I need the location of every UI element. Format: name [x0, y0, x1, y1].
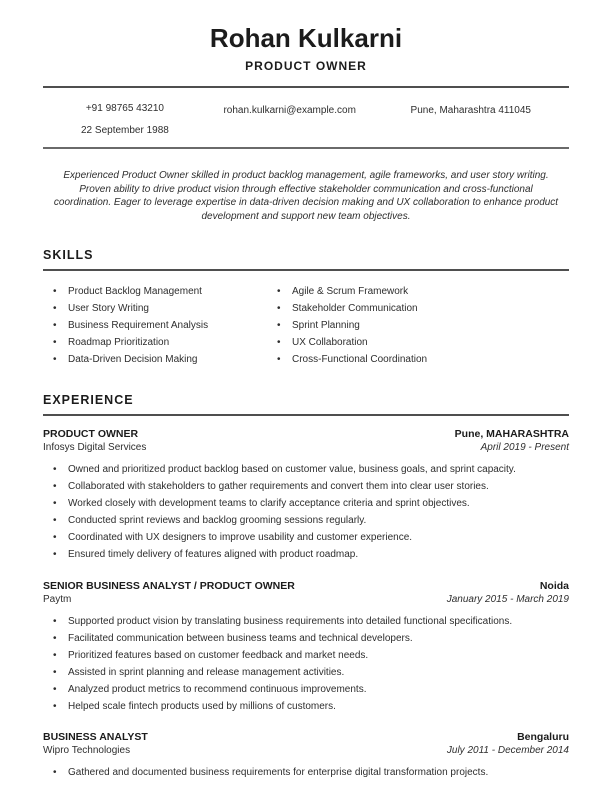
skill-item: • Cross-Functional Coordination [277, 351, 427, 368]
job-entry [43, 579, 569, 714]
job-bullet: • Supported product vision by translating business requirements into detailed functional specifications. [53, 616, 569, 629]
job-bullet: • Analyzed product metrics to recommend continuous improvements. [53, 684, 569, 697]
job-title: PRODUCT OWNER [43, 428, 139, 440]
job-bullet: • Coordinated with UX designers to improve usability and customer experience. [53, 532, 569, 545]
skill-item: • Agile & Scrum Framework [277, 283, 427, 300]
contact-phone-dob [81, 98, 169, 142]
job-dates: January 2015 - March 2019 [446, 593, 569, 605]
person-job-title: PRODUCT OWNER [245, 59, 367, 73]
skills-heading: SKILLS [43, 248, 569, 271]
job-title-row [43, 579, 569, 593]
birthdate: 22 September 1988 [81, 125, 169, 136]
job-bullet: • Owned and prioritized product backlog based on customer value, business goals, and sprint capacity. [53, 464, 569, 477]
job-title-row [43, 730, 569, 744]
skill-item: • Product Backlog Management [53, 283, 277, 300]
skills-column-left [53, 283, 277, 368]
job-company: Paytm [43, 593, 72, 605]
job-location: Bengaluru [517, 731, 569, 743]
skills-list [43, 283, 569, 368]
professional-summary: Experienced Product Owner skilled in product backlog management, agile frameworks, and user story writing. Proven ability to drive product vision through effective stakeholder communication and cross-functional coordination. Eager to leverage expertise in data-driven decision making and UX collaboration to enhance product development and support new team objectives. [53, 170, 559, 222]
job-company: Wipro Technologies [43, 745, 131, 756]
job-bullet: • Prioritized features based on customer feedback and market needs. [53, 650, 569, 663]
job-bullet: • Assisted in sprint planning and release management activities. [53, 667, 569, 680]
job-location: Noida [539, 579, 569, 592]
job-bullet: • Facilitated communication between business teams and technical developers. [53, 633, 569, 646]
skill-item: • Data-Driven Decision Making [53, 351, 277, 368]
skill-item: • User Story Writing [53, 300, 277, 317]
job-bullet-list [53, 616, 569, 714]
job-bullet: • Ensured timely delivery of features aligned with product roadmap. [53, 549, 569, 562]
job-bullet-list [53, 464, 569, 562]
job-title: BUSINESS ANALYST [43, 731, 148, 743]
job-dates: July 2011 - December 2014 [446, 745, 569, 756]
contact-section [43, 86, 569, 149]
email-address: rohan.kulkarni@example.com [223, 105, 356, 116]
job-bullet: • Collaborated with stakeholders to gather requirements and convert them into clear user stories. [53, 481, 569, 494]
skill-item: • Roadmap Prioritization [53, 334, 277, 351]
job-bullet: • Worked closely with development teams to clarify acceptance criteria and sprint objectives. [53, 498, 569, 511]
experience-heading: EXPERIENCE [43, 393, 569, 416]
job-company-row [43, 441, 569, 455]
job-bullet-list [53, 767, 569, 780]
job-location: Pune, MAHARASHTRA [454, 428, 569, 440]
phone-number: +91 98765 43210 [85, 103, 164, 114]
skills-column-right [277, 283, 427, 368]
location-text: Pune, Maharashtra 411045 [410, 105, 531, 116]
job-entry [43, 427, 569, 562]
job-entry [43, 730, 569, 780]
job-company-row [43, 744, 569, 758]
skill-item: • Sprint Planning [277, 317, 427, 334]
job-title-row [43, 427, 569, 441]
job-dates: April 2019 - Present [480, 442, 569, 453]
job-bullet: • Helped scale fintech products used by millions of customers. [53, 701, 569, 714]
job-bullet: • Conducted sprint reviews and backlog grooming sessions regularly. [53, 515, 569, 528]
skill-item: • Stakeholder Communication [277, 300, 427, 317]
job-title: SENIOR BUSINESS ANALYST / PRODUCT OWNER [43, 579, 295, 592]
skill-item: • UX Collaboration [277, 334, 427, 351]
job-company: Infosys Digital Services [43, 442, 147, 453]
person-name: Rohan Kulkarni [209, 23, 403, 53]
job-bullet: • Gathered and documented business requirements for enterprise digital transformation projects. [53, 767, 569, 780]
job-company-row [43, 593, 569, 607]
skill-item: • Business Requirement Analysis [53, 317, 277, 334]
